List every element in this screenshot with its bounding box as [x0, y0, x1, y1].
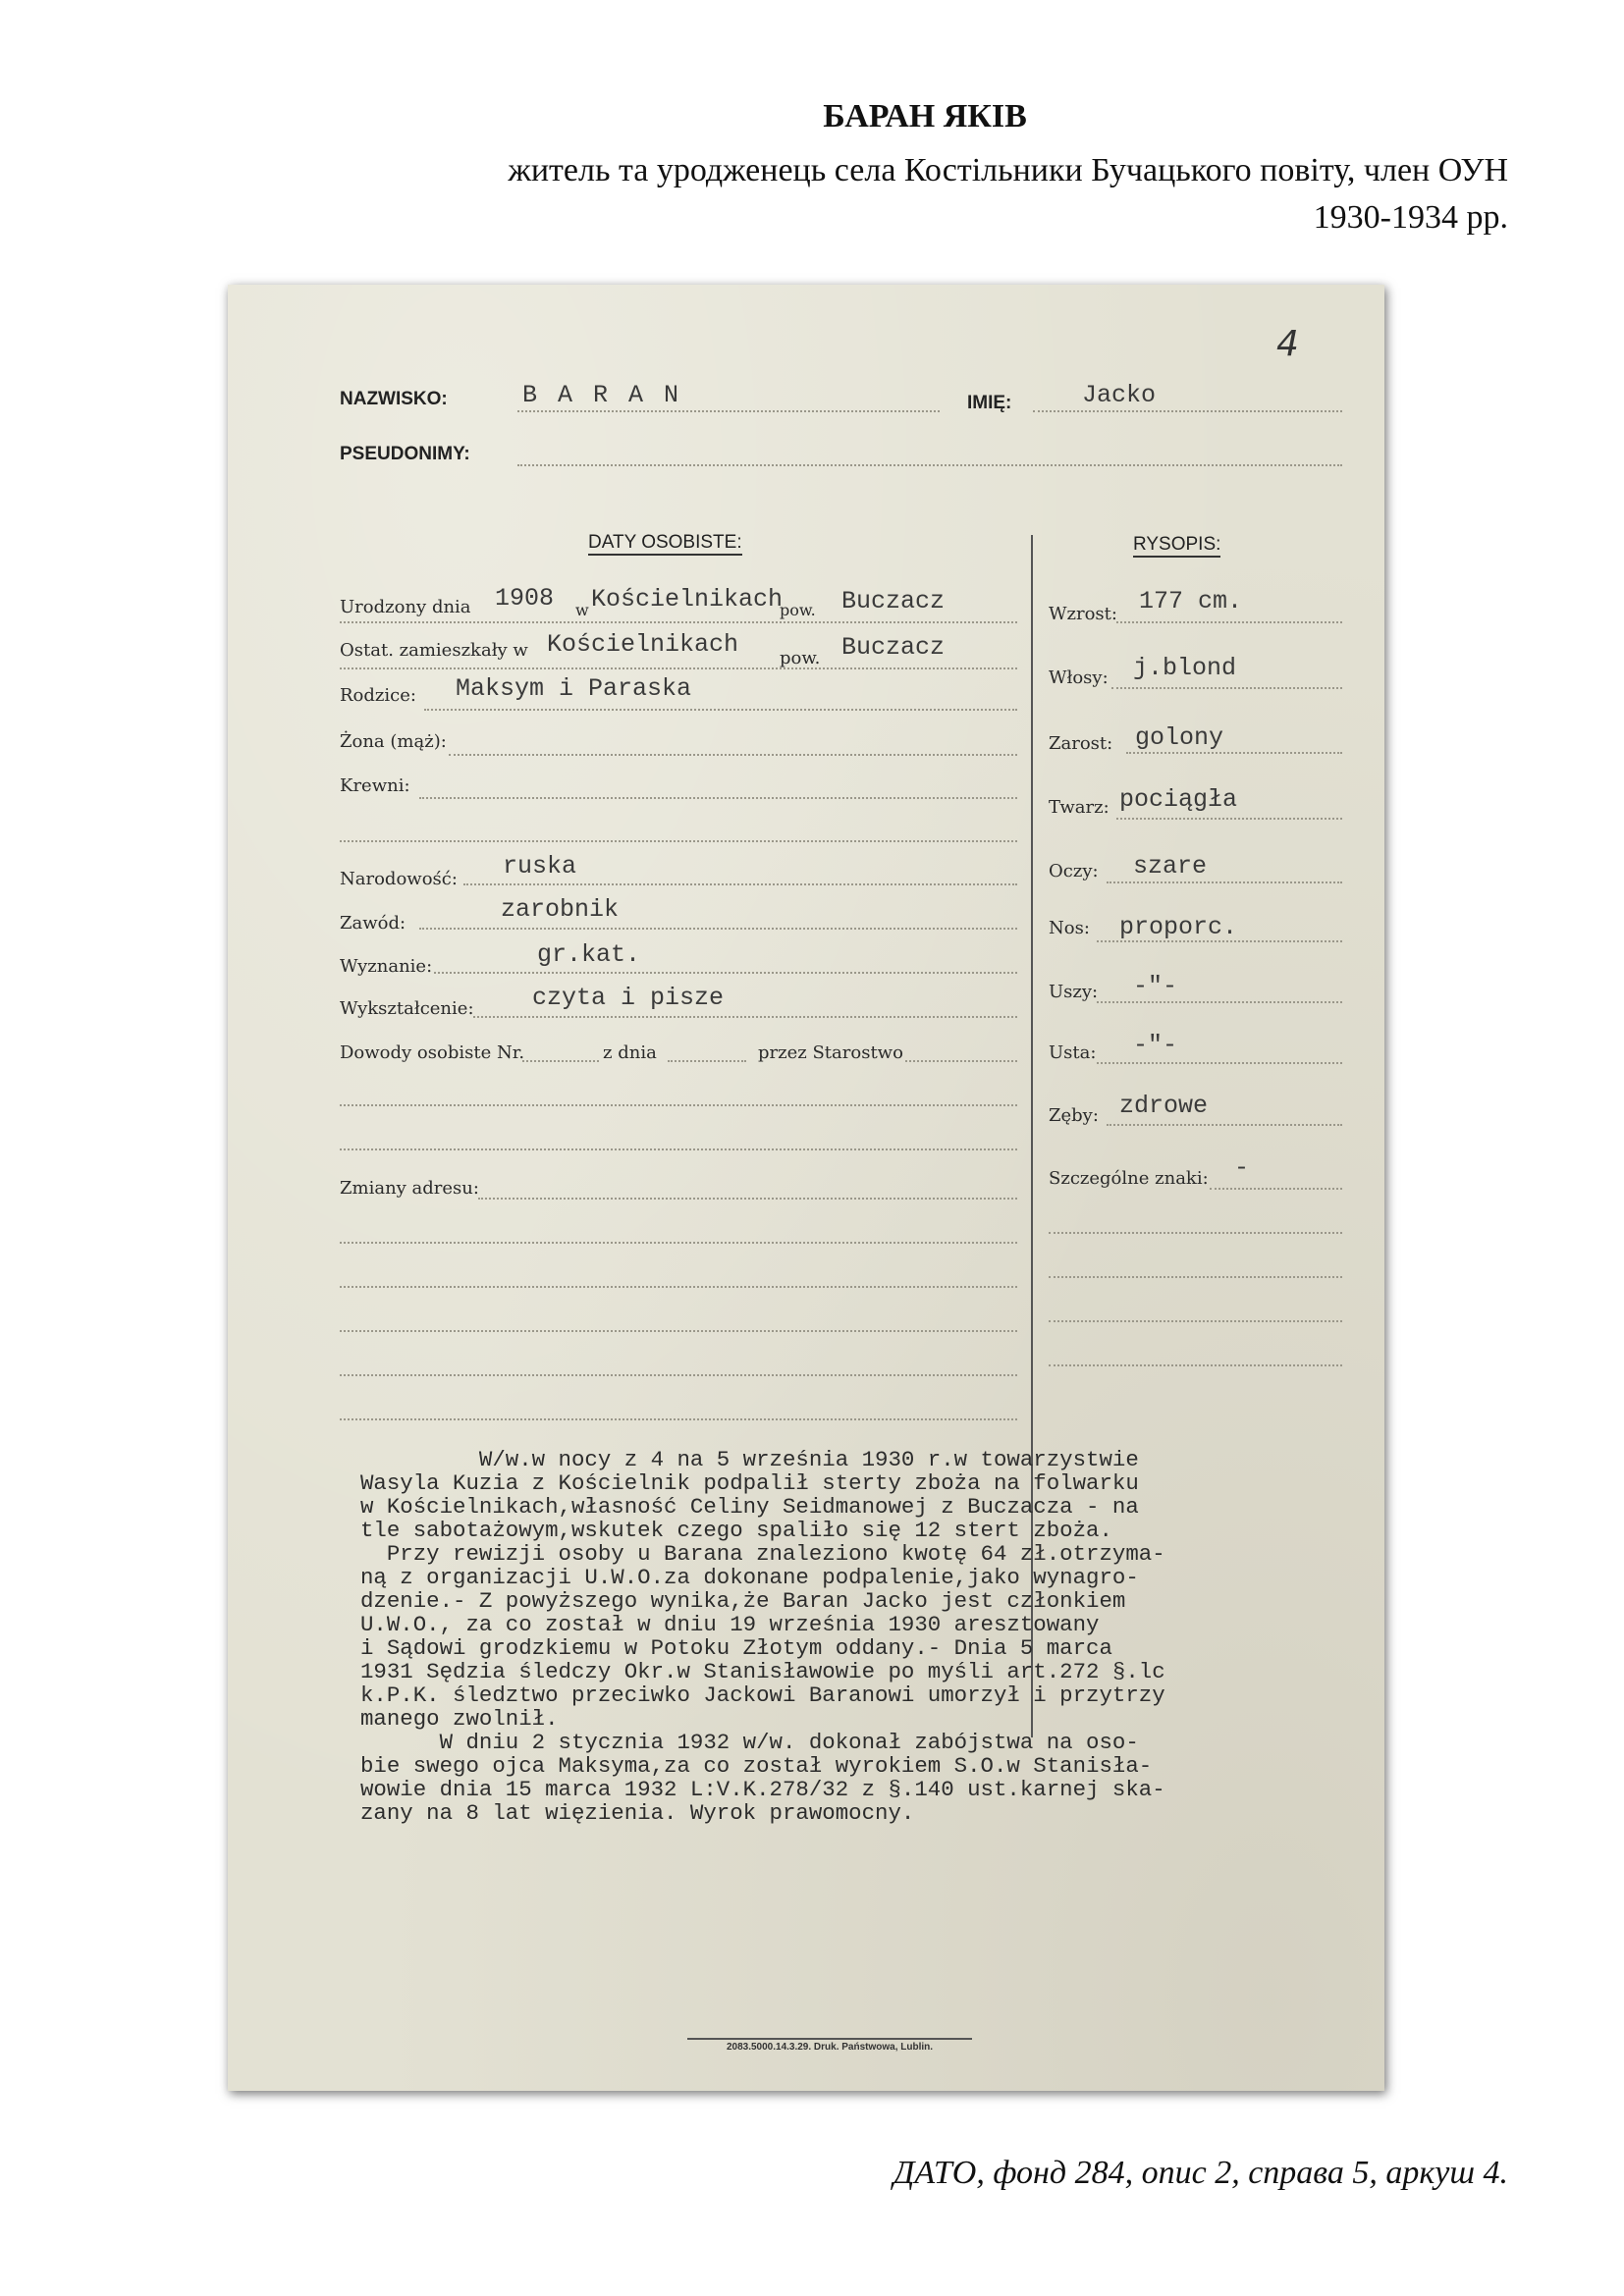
id-docs-date-label: z dnia — [603, 1042, 657, 1063]
ears-value: -"- — [1133, 972, 1178, 1000]
mouth-line — [1097, 1062, 1342, 1064]
nationality-line — [463, 883, 1017, 885]
narrative-line: W dniu 2 stycznia 1932 w/w. dokonał zabójstwa na oso- — [360, 1730, 1139, 1755]
name-line — [1033, 410, 1342, 412]
religion-line — [434, 972, 1017, 974]
address-line-1 — [478, 1198, 1017, 1200]
handwritten-page-number: 4 — [1276, 324, 1299, 364]
id-docs-line-3 — [340, 1148, 1017, 1150]
address-changes-label: Zmiany adresu: — [340, 1178, 479, 1199]
surname-label: NAZWISKO: — [340, 389, 448, 409]
special-marks-label: Szczególne znaki: — [1049, 1168, 1209, 1189]
born-year: 1908 — [495, 584, 555, 613]
height-value: 177 cm. — [1139, 587, 1243, 615]
id-docs-line-2 — [340, 1104, 1017, 1106]
narrative-line: manego zwolnił. — [360, 1706, 559, 1732]
religion-value: gr.kat. — [537, 940, 641, 969]
narrative-line: Wasyla Kuzia z Kościelnik podpalił sterty zboża na folwarku — [360, 1470, 1139, 1496]
narrative-line: zany na 8 lat więzienia. Wyrok prawomocny. — [360, 1800, 915, 1826]
narrative-line: tle sabotażowym,wskutek czego spaliło się 12 stert zboża. — [360, 1518, 1112, 1543]
occupation-label: Zawód: — [340, 913, 406, 934]
residence-line — [340, 667, 1017, 669]
relatives-label: Krewni: — [340, 775, 410, 796]
subtitle-line-1: житель та уродженець села Костільники Бучацького повіту, член ОУН — [508, 152, 1508, 188]
narrative-line: ną z organizacji U.W.O.za dokonane podpalenie,jako wynagro- — [360, 1565, 1139, 1590]
residence-place: Kościelnikach — [547, 630, 739, 659]
born-label: Urodzony dnia — [340, 597, 471, 617]
pseudonyms-line — [517, 464, 1342, 466]
face-value: pociągła — [1119, 785, 1238, 814]
hair-value: j.blond — [1133, 654, 1237, 682]
narrative-line: dzenie.- Z powyższego wynika,że Baran Jacko jest członkiem — [360, 1588, 1126, 1614]
surname-value: B A R A N — [522, 381, 682, 409]
facial-hair-line — [1126, 752, 1342, 754]
document-subtitle — [232, 147, 1508, 241]
pseudonyms-label: PSEUDONIMY: — [340, 444, 470, 464]
printer-mark: 2083.5000.14.3.29. Druk. Państwowa, Lublin. — [687, 2038, 972, 2053]
narrative-line: W/w.w nocy z 4 na 5 września 1930 r.w towarzystwie — [360, 1447, 1139, 1472]
teeth-label: Zęby: — [1049, 1105, 1099, 1126]
parents-label: Rodzice: — [340, 685, 416, 706]
occupation-line — [419, 928, 1017, 930]
born-w-label: w — [575, 601, 589, 619]
born-county: Buczacz — [841, 587, 946, 615]
narrative-line: wowie dnia 15 marca 1932 L:V.K.278/32 z §.140 ust.karnej ska- — [360, 1777, 1165, 1802]
education-label: Wykształcenie: — [340, 998, 474, 1019]
nose-label: Nos: — [1049, 918, 1090, 938]
special-marks-line-1 — [1210, 1188, 1342, 1190]
face-line — [1116, 818, 1342, 820]
height-line — [1116, 621, 1342, 623]
document-title: БАРАН ЯКІВ — [823, 98, 1027, 134]
born-place: Kościelnikach — [591, 585, 784, 614]
facial-hair-label: Zarost: — [1049, 733, 1113, 754]
registration-card — [228, 285, 1384, 2091]
face-label: Twarz: — [1049, 797, 1110, 818]
archive-citation: ДАТО, фонд 284, опис 2, справа 5, аркуш 4. — [893, 2155, 1508, 2191]
id-docs-by-label: przez Starostwo — [758, 1042, 903, 1063]
personal-data-heading: DATY OSOBISTE: — [588, 532, 742, 556]
eyes-line — [1107, 881, 1342, 883]
residence-label: Ostat. zamieszkały w — [340, 640, 528, 661]
narrative-line: bie swego ojca Maksyma,za co został wyrokiem S.O.w Stanisła- — [360, 1753, 1153, 1779]
mouth-value: -"- — [1133, 1031, 1178, 1059]
typed-narrative — [360, 1448, 1323, 1825]
ears-line — [1097, 1001, 1342, 1003]
address-line-3 — [340, 1286, 1017, 1288]
narrative-line: Przy rewizji osoby u Barana znaleziono kwotę 64 zł.otrzyma- — [360, 1541, 1165, 1567]
spouse-label: Żona (mąż): — [340, 731, 447, 752]
teeth-value: zdrowe — [1119, 1092, 1209, 1120]
narrative-line: k.P.K. śledztwo przeciwko Jackowi Baranowi umorzył i przytrzy — [360, 1682, 1165, 1708]
address-line-5 — [340, 1374, 1017, 1376]
special-marks-line-3 — [1049, 1276, 1342, 1278]
relatives-line-1 — [419, 797, 1017, 799]
height-label: Wzrost: — [1049, 604, 1117, 624]
special-marks-line-4 — [1049, 1320, 1342, 1322]
nationality-label: Narodowość: — [340, 869, 458, 889]
teeth-line — [1107, 1124, 1342, 1126]
address-line-4 — [340, 1330, 1017, 1332]
narrative-line: U.W.O., za co został w dniu 19 września 1930 aresztowany — [360, 1612, 1100, 1637]
mouth-label: Usta: — [1049, 1042, 1097, 1063]
surname-line — [517, 410, 940, 412]
narrative-line: i Sądowi grodzkiemu w Potoku Złotym oddany.- Dnia 5 marca — [360, 1635, 1112, 1661]
nationality-value: ruska — [503, 852, 577, 881]
subtitle-line-2: 1930-1934 рр. — [1313, 199, 1508, 236]
id-docs-label: Dowody osobiste Nr. — [340, 1042, 525, 1063]
education-value: czyta i pisze — [532, 984, 725, 1012]
name-value: Jacko — [1082, 381, 1157, 409]
eyes-value: szare — [1133, 852, 1208, 881]
residence-pow-label: pow. — [780, 648, 821, 668]
special-marks-line-5 — [1049, 1364, 1342, 1366]
description-heading: RYSOPIS: — [1133, 534, 1220, 558]
religion-label: Wyznanie: — [340, 956, 433, 977]
born-line — [340, 621, 1017, 623]
id-docs-number-line — [522, 1060, 599, 1062]
special-marks-line-2 — [1049, 1232, 1342, 1234]
spouse-line — [449, 754, 1017, 756]
narrative-line: w Kościelnikach,własność Celiny Seidmanowej z Buczacza - na — [360, 1494, 1139, 1520]
hair-line — [1111, 687, 1342, 689]
ears-label: Uszy: — [1049, 982, 1099, 1002]
name-label: IMIĘ: — [967, 393, 1012, 413]
hair-label: Włosy: — [1049, 667, 1109, 688]
eyes-label: Oczy: — [1049, 861, 1099, 881]
nose-line — [1097, 940, 1342, 942]
occupation-value: zarobnik — [501, 895, 620, 924]
address-line-2 — [340, 1242, 1017, 1244]
nose-value: proporc. — [1119, 913, 1238, 941]
education-line — [473, 1016, 1017, 1018]
relatives-line-2 — [340, 840, 1017, 842]
born-pow-label: pow. — [780, 601, 816, 619]
id-docs-by-line — [905, 1060, 1017, 1062]
id-docs-date-line — [668, 1060, 746, 1062]
address-line-6 — [340, 1418, 1017, 1420]
parents-line — [424, 709, 1017, 711]
facial-hair-value: golony — [1135, 723, 1224, 752]
narrative-line: 1931 Sędzia śledczy Okr.w Stanisławowie po myśli art.272 §.lc — [360, 1659, 1165, 1684]
residence-county: Buczacz — [841, 633, 946, 662]
parents-value: Maksym i Paraska — [456, 674, 692, 703]
special-marks-value: - — [1234, 1153, 1250, 1182]
